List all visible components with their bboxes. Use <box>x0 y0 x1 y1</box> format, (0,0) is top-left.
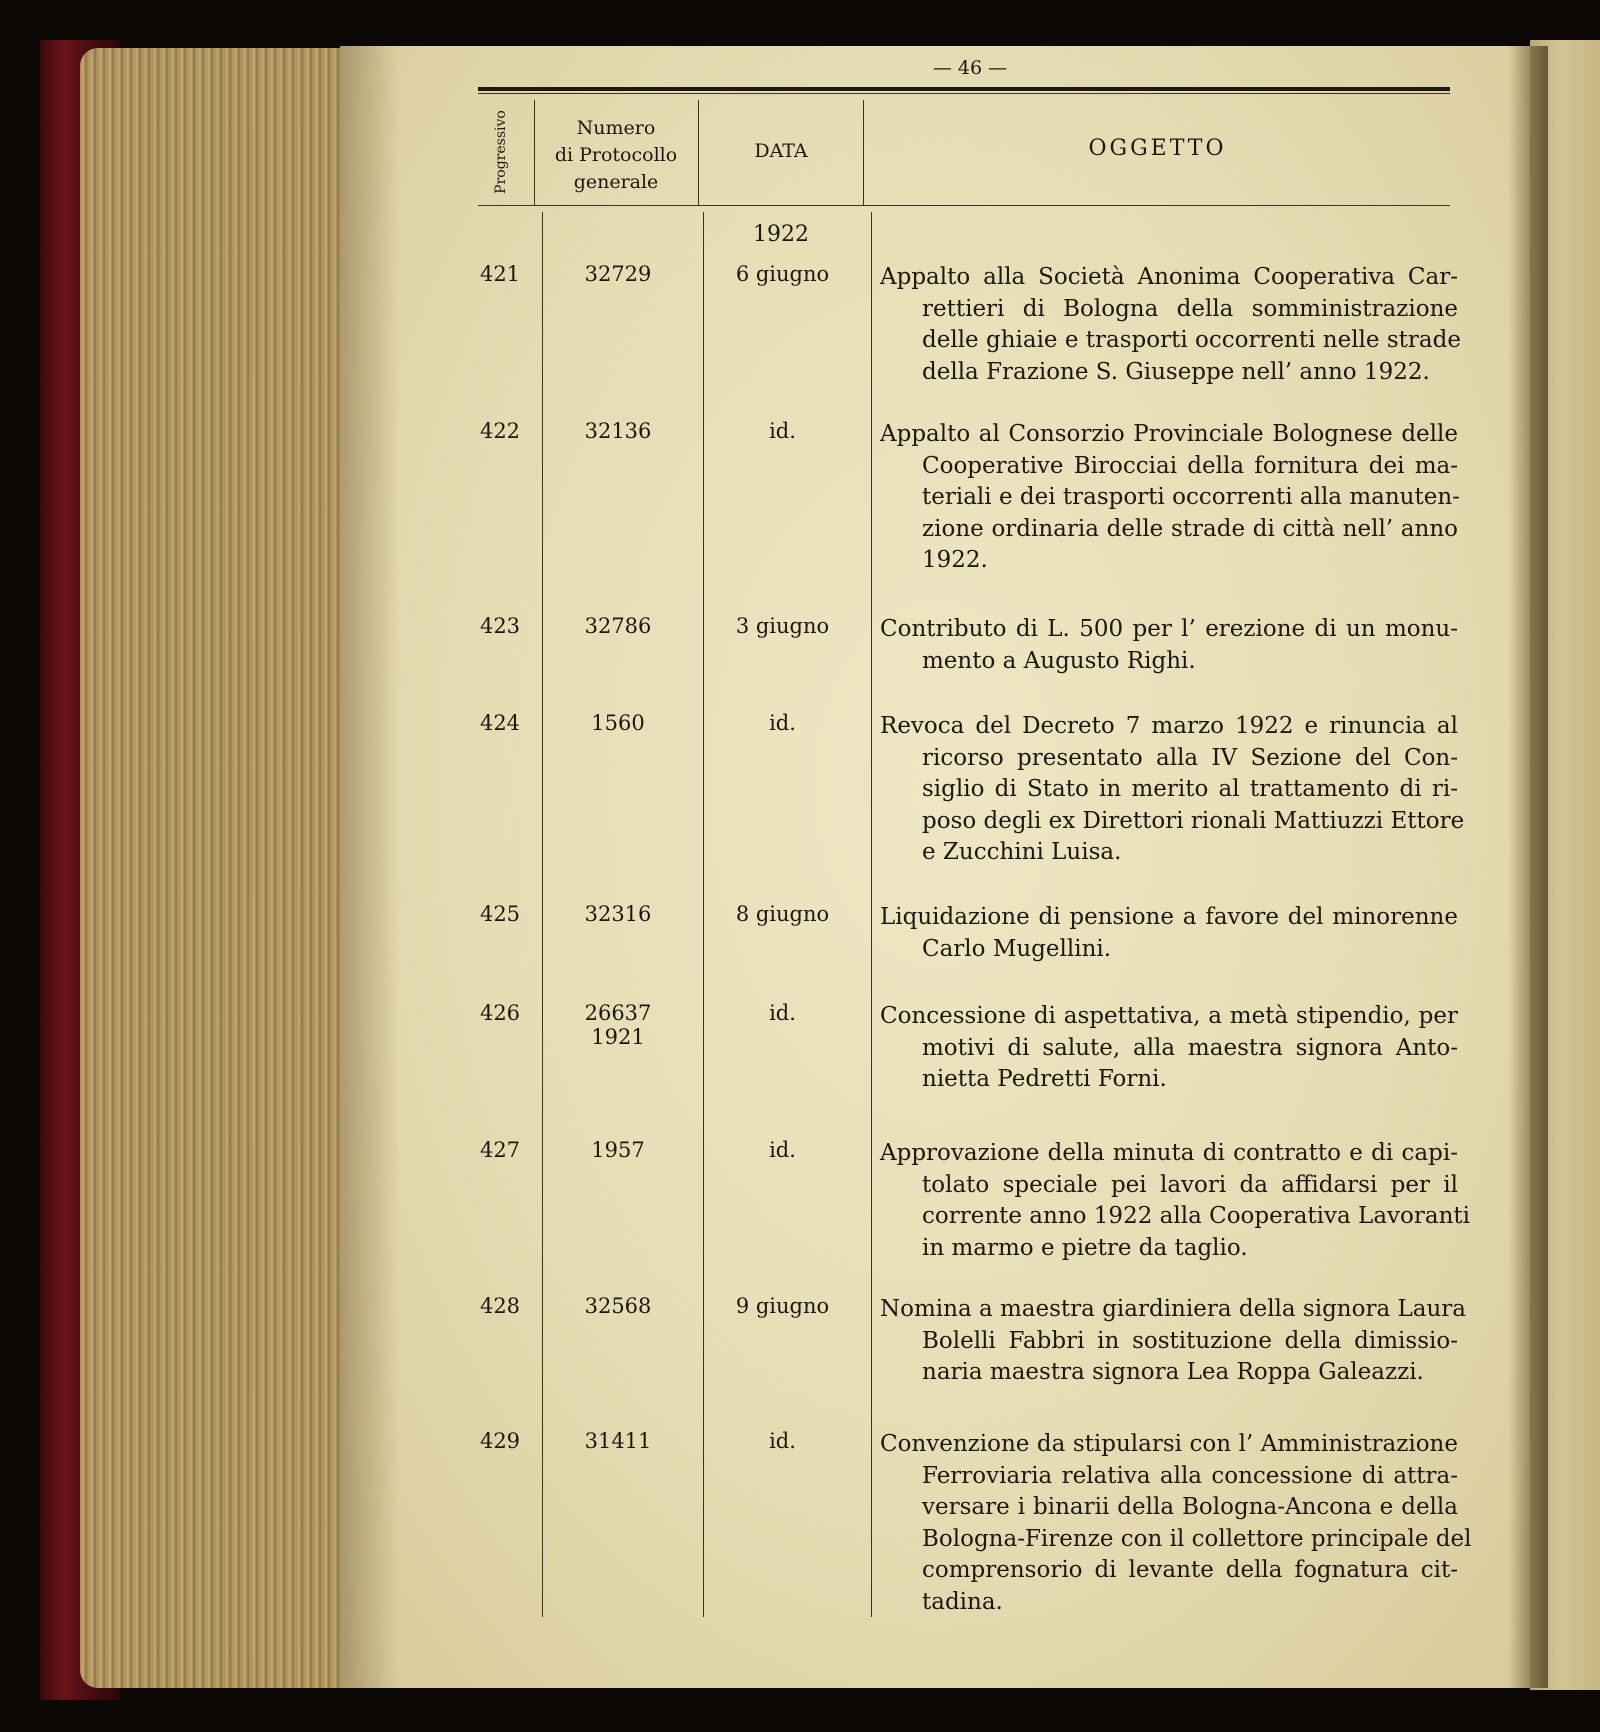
row-date: id. <box>769 419 796 443</box>
oggetto-line: Nomina a maestra giardiniera della signora Laura <box>880 1296 1466 1322</box>
oggetto-line: Approvazione della minuta di contratto e di capi- <box>880 1140 1458 1166</box>
row-date: id. <box>769 1429 796 1453</box>
protocol-number-value: 32316 <box>584 902 652 926</box>
row-protocol-number <box>538 1294 698 1318</box>
row-date: 3 giugno <box>735 614 830 638</box>
page-shadow <box>340 46 400 1688</box>
row-oggetto <box>880 1001 1458 1096</box>
row-oggetto <box>880 614 1458 677</box>
oggetto-line: nietta Pedretti Forni. <box>922 1066 1167 1092</box>
oggetto-line: zione ordinaria delle strade di città nell’ anno <box>922 515 1458 542</box>
row-date: id. <box>769 1001 796 1025</box>
oggetto-line: Carlo Mugellini. <box>922 935 1112 962</box>
protocol-number-value: 1957 <box>591 1138 645 1162</box>
row-oggetto <box>880 1294 1466 1389</box>
oggetto-line: comprensorio di levante della fognatura cit- <box>922 1557 1458 1583</box>
row-progressivo: 422 <box>479 419 521 443</box>
header-rule <box>478 87 1450 91</box>
row-date: id. <box>769 711 796 735</box>
oggetto-line: Bolelli Fabbri in sostituzione della dimissio- <box>922 1327 1458 1354</box>
row-protocol-number <box>538 902 698 926</box>
oggetto-line: Concessione di aspettativa, a metà stipendio, per <box>880 1003 1458 1029</box>
row-progressivo: 425 <box>479 902 521 926</box>
protocol-number-value: 32136 <box>584 419 652 443</box>
oggetto-line: siglio di Stato in merito al trattamento di ri- <box>922 776 1458 802</box>
oggetto-line: mento a Augusto Righi. <box>922 647 1196 674</box>
oggetto-line: tolato speciale pei lavori da affidarsi per il <box>922 1171 1458 1198</box>
oggetto-line: Appalto al Consorzio Provinciale Bolognese delle <box>880 421 1458 447</box>
oggetto-line: tadina. <box>922 1588 1003 1615</box>
oggetto-line: Liquidazione di pensione a favore del minorenne <box>880 904 1458 930</box>
protocol-number-value: 32786 <box>584 614 652 638</box>
protocol-number-value: 1560 <box>591 711 645 735</box>
row-protocol-number <box>538 614 698 638</box>
row-protocol-number <box>538 1138 698 1162</box>
row-oggetto <box>880 902 1458 965</box>
oggetto-line: Bologna-Firenze con il collettore principale del <box>922 1525 1472 1552</box>
protocol-year-value: 1921 <box>591 1025 645 1049</box>
oggetto-line: 1922. <box>922 547 988 573</box>
row-oggetto <box>880 262 1461 388</box>
header-rule-thin <box>478 93 1450 94</box>
column-divider <box>534 100 535 205</box>
header-numero-protocollo <box>538 115 694 196</box>
oggetto-line: motivi di salute, alla maestra signora Anto- <box>922 1034 1458 1061</box>
row-oggetto <box>880 1138 1470 1264</box>
oggetto-line: rettieri di Bologna della somministrazione <box>922 295 1458 322</box>
row-oggetto <box>880 419 1458 577</box>
row-oggetto <box>880 711 1465 869</box>
oggetto-line: Revoca del Decreto 7 marzo 1922 e rinuncia al <box>880 713 1458 739</box>
header-progressivo-label: Progressivo <box>493 110 510 194</box>
oggetto-line: Ferroviaria relativa alla concessione di attra- <box>922 1462 1458 1489</box>
header-numero-line: generale <box>573 171 659 193</box>
row-protocol-number <box>538 711 698 735</box>
row-progressivo: 424 <box>479 711 521 735</box>
oggetto-line: naria maestra signora Lea Roppa Galeazzi. <box>922 1359 1424 1385</box>
header-numero-line: Numero <box>576 117 656 139</box>
oggetto-line: corrente anno 1922 alla Cooperativa Lavoranti <box>922 1203 1470 1229</box>
row-protocol-number <box>538 262 698 286</box>
column-header-rule <box>478 205 1450 206</box>
column-divider <box>863 100 864 205</box>
header-oggetto: OGGETTO <box>1088 136 1227 161</box>
oggetto-line: versare i binarii della Bologna-Ancona e della <box>922 1494 1458 1520</box>
protocol-number-value: 32568 <box>584 1294 652 1318</box>
page-number: — 46 — <box>932 57 1008 79</box>
header-progressivo <box>474 102 528 202</box>
row-date: id. <box>769 1138 796 1162</box>
row-progressivo: 421 <box>479 262 521 286</box>
oggetto-line: ricorso presentato alla IV Sezione del Con- <box>922 744 1458 771</box>
header-numero-line: di Protocollo <box>554 144 678 166</box>
oggetto-line: delle ghiaie e trasporti occorrenti nelle strade <box>922 327 1461 353</box>
row-protocol-number <box>538 1001 698 1049</box>
column-divider <box>698 100 699 205</box>
oggetto-line: in marmo e pietre da taglio. <box>922 1234 1248 1261</box>
page-edges-stack <box>80 48 350 1688</box>
row-progressivo: 427 <box>479 1138 521 1162</box>
row-progressivo: 428 <box>479 1294 521 1318</box>
protocol-number-value: 32729 <box>584 262 652 286</box>
row-protocol-number <box>538 1429 698 1453</box>
oggetto-line: Appalto alla Società Anonima Cooperativa Car- <box>880 264 1458 290</box>
row-progressivo: 426 <box>479 1001 521 1025</box>
row-date: 8 giugno <box>735 902 830 926</box>
oggetto-line: della Frazione S. Giuseppe nell’ anno 1922. <box>922 358 1430 385</box>
protocol-number-value: 26637 <box>584 1001 652 1025</box>
header-data: DATA <box>754 140 808 162</box>
row-date: 6 giugno <box>735 262 830 286</box>
row-date: 9 giugno <box>735 1294 830 1318</box>
column-divider <box>871 212 872 1617</box>
year-label: 1922 <box>753 222 809 247</box>
row-protocol-number <box>538 419 698 443</box>
row-oggetto <box>880 1429 1472 1618</box>
row-progressivo: 423 <box>479 614 521 638</box>
oggetto-line: Contributo di L. 500 per l’ erezione di un monu- <box>880 616 1458 642</box>
oggetto-line: poso degli ex Direttori rionali Mattiuzzi Ettore <box>922 807 1465 834</box>
protocol-number-value: 31411 <box>584 1429 652 1453</box>
page-gutter <box>1508 46 1548 1688</box>
oggetto-line: Convenzione da stipularsi con l’ Amministrazione <box>880 1431 1458 1457</box>
oggetto-line: Cooperative Birocciai della fornitura dei ma- <box>922 452 1458 479</box>
oggetto-line: teriali e dei trasporti occorrenti alla manuten- <box>922 484 1460 510</box>
row-progressivo: 429 <box>479 1429 521 1453</box>
oggetto-line: e Zucchini Luisa. <box>922 839 1122 865</box>
